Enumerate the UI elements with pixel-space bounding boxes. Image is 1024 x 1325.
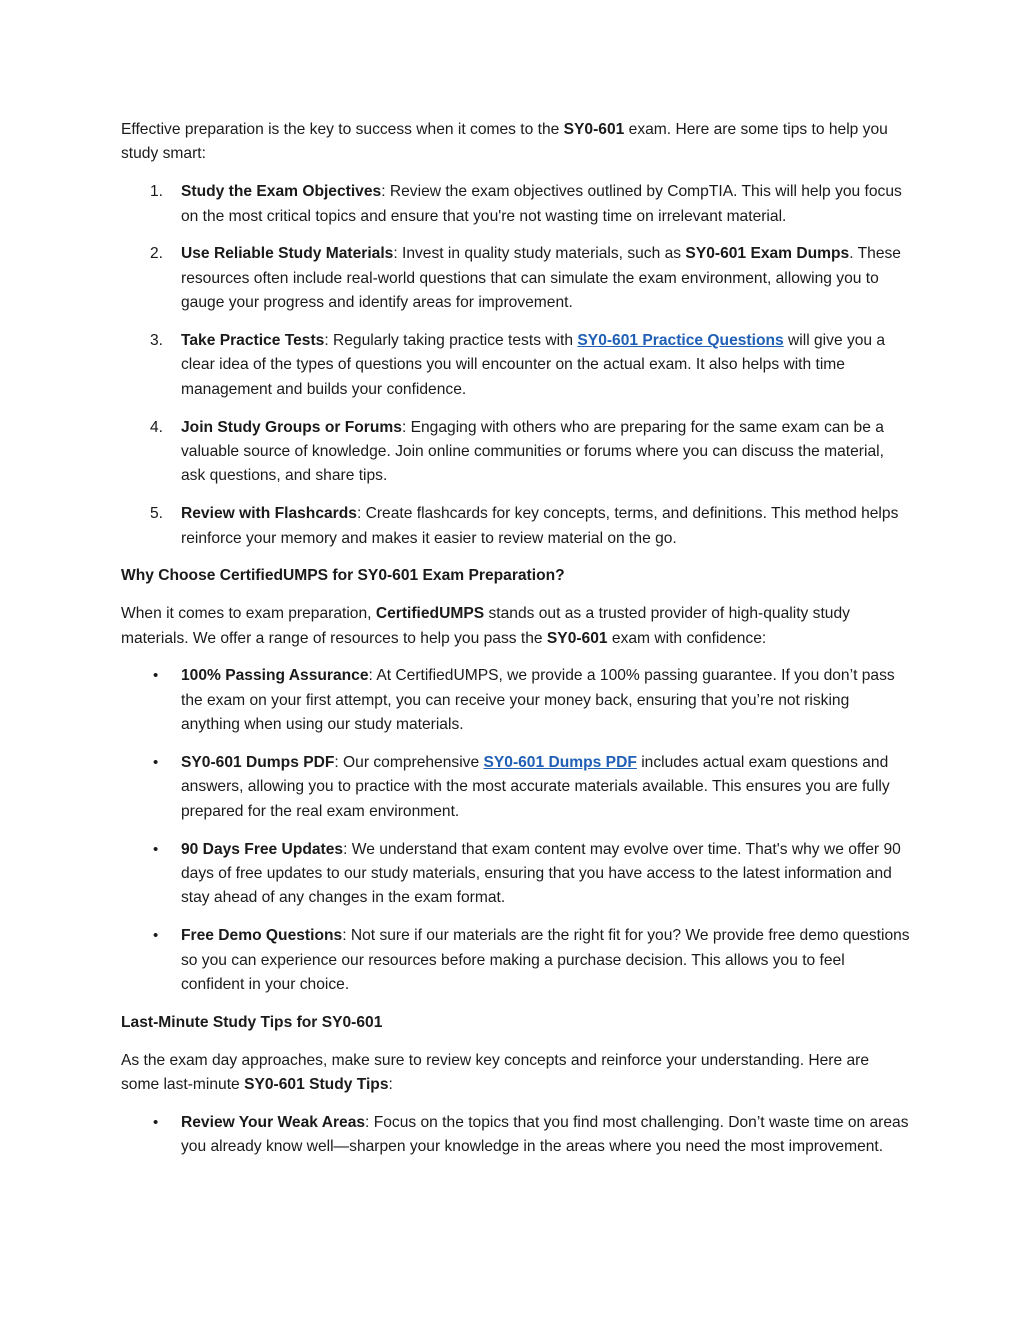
section-heading-last-minute: Last-Minute Study Tips for SY0-601 bbox=[121, 1013, 383, 1031]
tips-list bbox=[121, 180, 911, 551]
list-item: • Free Demo Questions: Not sure if our materials are the right fit for you? We provide free demo questions so you can experience our resources before making a purchase decision. This allows you to feel confident in your choice. bbox=[121, 924, 911, 997]
last-minute-list bbox=[121, 1111, 911, 1160]
features-list bbox=[121, 664, 911, 997]
practice-questions-link[interactable]: SY0-601 Practice Questions bbox=[577, 332, 784, 350]
section3-paragraph: As the exam day approaches, make sure to review key concepts and reinforce your understanding. Here are some last-minute SY0-601 Study Tips: bbox=[121, 1051, 870, 1094]
list-item: 1. Study the Exam Objectives: Review the exam objectives outlined by CompTIA. This will help you focus on the most critical topics and ensure that you're not wasting time on irrelevant material. bbox=[150, 183, 902, 225]
list-item: • 100% Passing Assurance: At CertifiedUMPS, we provide a 100% passing guarantee. If you don’t pass the exam on your first attempt, you can receive your money back, ensuring that you’re not risking anything when using our study materials. bbox=[121, 664, 911, 737]
section2-paragraph: When it comes to exam preparation, CertifiedUMPS stands out as a trusted provider of high-quality study materials. We offer a range of resources to help you pass the SY0-601 exam with confidence: bbox=[121, 605, 850, 647]
list-item: • 90 Days Free Updates: We understand that exam content may evolve over time. That's why we offer 90 days of free updates to our study materials, ensuring that you have access to the latest information and stay ahead of any changes in the exam format. bbox=[121, 838, 911, 911]
document-page bbox=[121, 118, 911, 1173]
bullet-icon: • bbox=[153, 840, 159, 858]
bullet-icon: • bbox=[153, 754, 159, 772]
list-item: 3. Take Practice Tests: Regularly taking practice tests with SY0-601 Practice Questions will give you a clear idea of the types of questions you will encounter on the actual exam. It also helps with time management and builds your confidence. bbox=[150, 332, 886, 398]
intro-paragraph: Effective preparation is the key to success when it comes to the SY0-601 exam. Here are some tips to help you study smart: bbox=[121, 121, 888, 163]
list-item: • Review Your Weak Areas: Focus on the topics that you find most challenging. Don’t waste time on areas you already know well—sharpen your knowledge in the areas where you need the most improvement. bbox=[121, 1111, 911, 1160]
list-item: 4. Join Study Groups or Forums: Engaging with others who are preparing for the same exam can be a valuable source of knowledge. Join online communities or forums where you can discuss the material, ask questions, and share tips. bbox=[150, 418, 884, 485]
dumps-pdf-link[interactable]: SY0-601 Dumps PDF bbox=[483, 754, 637, 772]
list-item: • SY0-601 Dumps PDF: Our comprehensive SY0-601 Dumps PDF includes actual exam questions and answers, allowing you to practice with the most accurate materials available. This ensures you are fully prepared for the real exam environment. bbox=[121, 751, 911, 824]
bullet-icon: • bbox=[153, 1113, 159, 1131]
list-item: 5. Review with Flashcards: Create flashcards for key concepts, terms, and definitions. This method helps reinforce your memory and makes it easier to review material on the go. bbox=[150, 505, 899, 547]
bullet-icon: • bbox=[153, 927, 159, 945]
bullet-icon: • bbox=[153, 667, 159, 685]
list-item: 2. Use Reliable Study Materials: Invest in quality study materials, such as SY0-601 Exam Dumps. These resources often include real-world questions that can simulate the exam environment, allowing you to gauge your progress and identify areas for improvement. bbox=[150, 245, 901, 312]
section-heading-why-choose: Why Choose CertifiedUMPS for SY0-601 Exam Preparation? bbox=[121, 567, 565, 585]
